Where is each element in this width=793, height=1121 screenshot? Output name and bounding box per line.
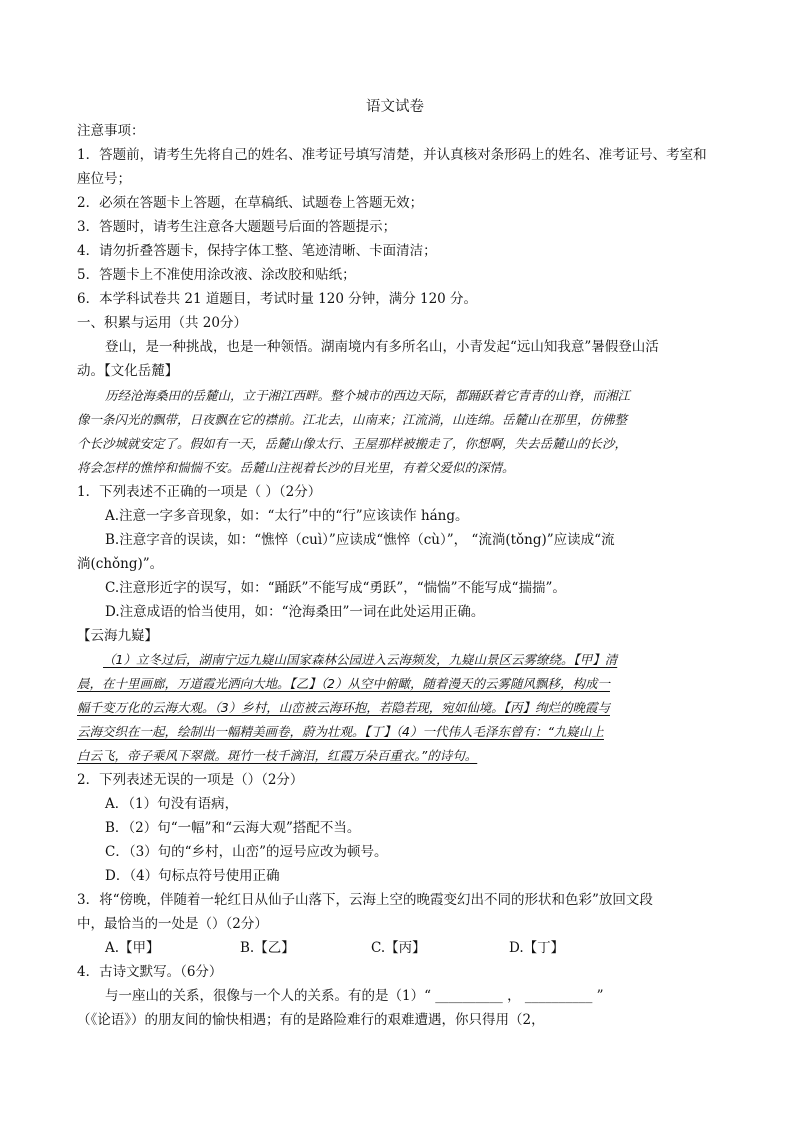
question-option: C.【丙】 (371, 940, 426, 956)
question-option: A.【甲】 (105, 940, 160, 956)
notice-heading: 注意事项： (77, 123, 145, 139)
question-option: C．（3）句的“乡村，山峦”的逗号应改为顿号。 (105, 844, 388, 860)
passage-line: （1）立冬过后，湖南宁远九嶷山国家森林公园进入云海频发，九嶷山景区云雾缭绕。【甲】清 (103, 652, 618, 667)
notice-item: 5．答题卡上不准使用涂改液、涂改胶和贴纸； (77, 267, 356, 283)
passage-line: 幅千变万化的云海大观。（3）乡村，山峦被云海环抱，若隐若现，宛如仙境。【丙】绚烂的晚霞与 (77, 700, 610, 715)
passage-line: 个长沙城就安定了。假如有一天，岳麓山像太行、王屋那样被搬走了，你想啊，失去岳麓山的长沙， (77, 436, 628, 451)
notice-item: 6．本学科试卷共 21 道题目，考试时量 120 分钟，满分 120 分。 (77, 291, 478, 307)
notice-item: 3．答题时，请考生注意各大题题号后面的答题提示； (77, 219, 397, 235)
passage-line: 白云飞，帝子乘风下翠微。斑竹一枝千滴泪，红霞万朵百重衣。”的诗句。 (77, 748, 478, 763)
section-subheading: 【云海九嶷】 (77, 628, 158, 644)
question-stem: 中，最恰当的一处是（）（2分） (77, 916, 268, 932)
question-option: D．（4）句标点符号使用正确 (105, 868, 280, 884)
passage-line: 云海交织在一起，绘制出一幅精美画卷，蔚为壮观。【丁】（4）一代伟人毛泽东曾有：“九嶷山上 (77, 724, 604, 739)
section-heading: 一、积累与运用（共 20分） (77, 315, 247, 331)
question-option: B.【乙】 (240, 940, 295, 956)
question-option: B.注意字音的误读，如：“憔悴（cuì）”应读成“憔悴（cù）”， “流淌(tǒng)”应读成“流 (105, 532, 615, 548)
question-stem: 2．下列表述无误的一项是（）（2分） (77, 772, 304, 788)
question-stem: 4．古诗文默写。（6分） (77, 964, 223, 980)
question-option: D.【丁】 (509, 940, 565, 956)
page-title: 语文试卷 (366, 99, 424, 115)
notice-item: 1．答题前，请考生先将自己的姓名、准考证号填写清楚，并认真核对条形码上的姓名、准考证号、考室和 (77, 147, 707, 163)
notice-item: 4．请勿折叠答题卡，保持字体工整、笔迹清晰、卡面清洁； (77, 243, 437, 259)
passage-line: 将会怎样的憔悴和惴惴不安。岳麓山注视着长沙的目光里，有着父爱似的深情。 (77, 460, 515, 475)
question-option: A.注意一字多音现象，如：“太行”中的“行”应该读作 háng。 (105, 508, 469, 524)
question-stem: 1．下列表述不正确的一项是（ ）（2分） (77, 484, 322, 500)
question-option: 淌(chǒng)”。 (77, 556, 164, 572)
question-option: D.注意成语的恰当使用，如：“沧海桑田”一词在此处运用正确。 (105, 604, 485, 620)
question-option: C.注意形近字的误写，如：“踊跃”不能写成“勇跃”，“惴惴”不能写成“揣揣”。 (105, 580, 566, 596)
question-option: A．（1）句没有语病， (105, 796, 239, 812)
passage-line: 晨，在十里画廊，万道霞光洒向大地。【乙】（2）从空中俯瞰，随着漫天的云雾随风飘移，构成一 (77, 676, 610, 691)
question-stem: 3．将“傍晚，伴随着一轮红日从仙子山落下，云海上空的晚霞变幻出不同的形状和色彩”放回文段 (77, 892, 653, 908)
notice-item: 座位号； (77, 171, 131, 187)
passage-line: 像一条闪光的飘带，日夜飘在它的襟前。江北去，山南来；江流淌，山连绵。岳麓山在那里，仿佛整 (77, 412, 628, 427)
option-row (0, 939, 793, 957)
passage-line: 历经沧海桑田的岳麓山，立于湘江西畔。整个城市的西边天际，都踊跃着它青青的山脊，而湘江 (105, 388, 631, 403)
fill-blank-line: 与一座山的关系，很像与一个人的关系。有的是（1）“ __________ ， __________ ” (105, 988, 604, 1004)
fill-blank-line: （《论语》）的朋友间的愉快相遇；有的是路险难行的艰难遭遇，你只得用（2， (77, 1012, 545, 1028)
intro-line: 登山，是一种挑战，也是一种领悟。湖南境内有多所名山，小青发起“远山知我意”暑假登山活 (105, 339, 659, 355)
notice-item: 2．必须在答题卡上答题，在草稿纸、试题卷上答题无效； (77, 195, 424, 211)
intro-line: 动。【文化岳麓】 (77, 363, 179, 379)
question-option: B．（2）句“一幅”和“云海大观”搭配不当。 (105, 820, 361, 836)
